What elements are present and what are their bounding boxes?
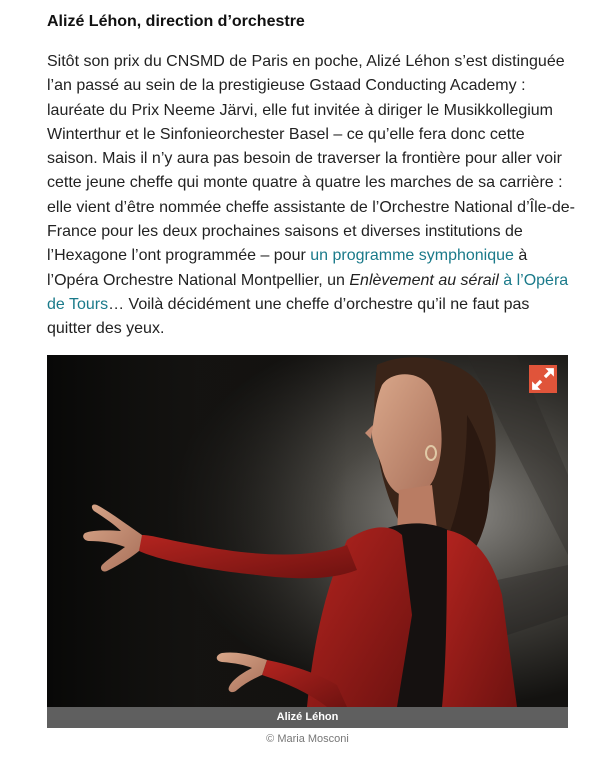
paragraph-text: à l’Opéra Orchestre National Montpellier, un: [47, 247, 528, 289]
work-title: Enlèvement au sérail: [349, 271, 499, 289]
paragraph-text: … Voilà décidément une cheffe d’orchestre qu’il ne faut pas quitter des yeux.: [47, 295, 530, 338]
photo-credit: © Maria Mosconi: [266, 733, 349, 745]
paragraph-text: Sitôt son prix du CNSMD de Paris en poche, Alizé Léhon s’est distinguée l’an passé au sein de la prestigieuse Gstaad Conducting Academy : lauréate du Prix Neeme Järvi, elle fut invitée à diriger le Musikkollegium Winterthur et le Sinfonieorchester Basel – ce qu’elle fera donc cette saison. Mais il n’y aura pas besoin de traverser la frontière pour aller voir cette jeune cheffe qui monte quatre à quatre les marches de sa carrière : elle vient d’être nommée cheffe assistante de l’Orchestre National d’Île-de-France pour les deux prochaines saisons et diverses institutions de l’Hexagone l’ont programmée – pour: [47, 53, 575, 265]
section-heading: Alizé Léhon, direction d’orchestre: [47, 13, 305, 30]
article-photo[interactable]: [47, 355, 568, 707]
expand-arrows-icon: [529, 355, 557, 555]
expand-image-button[interactable]: [529, 365, 557, 393]
link-opera-tours[interactable]: à l’Opéra de Tours: [47, 271, 569, 313]
link-symphonic-program[interactable]: un programme symphonique: [310, 247, 514, 265]
photo-caption: Alizé Léhon: [47, 707, 568, 728]
conductor-photo: [47, 355, 568, 707]
article-paragraph: [47, 50, 577, 342]
